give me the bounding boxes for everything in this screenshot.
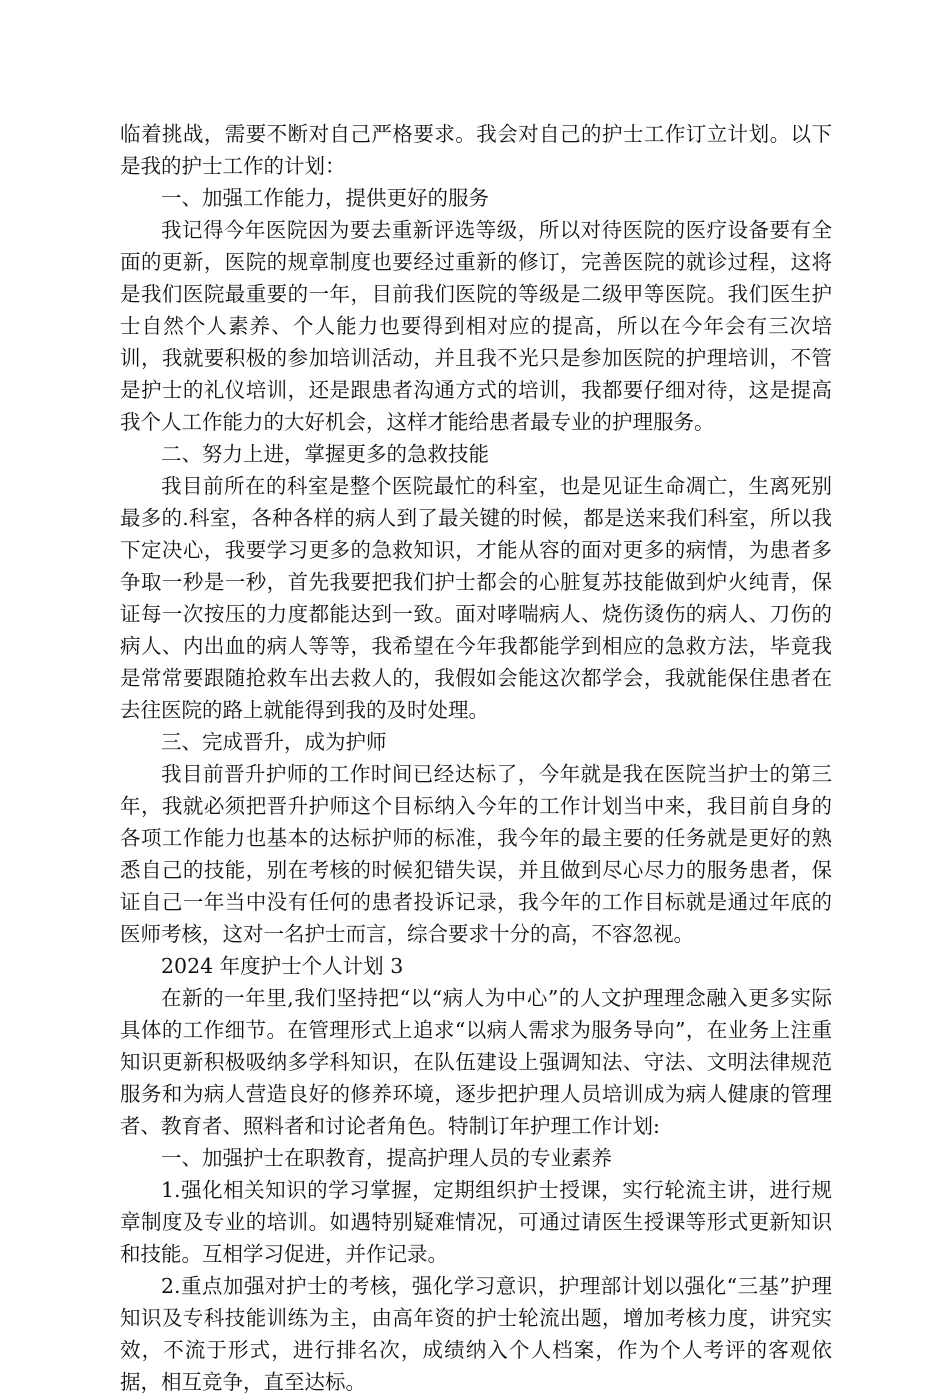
list-item-knowledge-training: 1.强化相关知识的学习掌握，定期组织护士授课，实行轮流主讲，进行规章制度及专业的培训。如遇特别疑难情况，可通过请医生授课等形式更新知识和技能。互相学习促进，并作记录。: [120, 1178, 832, 1266]
intro-continuation-paragraph: 临着挑战，需要不断对自己严格要求。我会对自己的护士工作订立计划。以下是我的护士工作的计划：: [120, 122, 832, 178]
paragraph-new-year-intro: 在新的一年里,我们坚持把“以“病人为中心”的人文护理理念融入更多实际具体的工作细节。在管理形式上追求“以病人需求为服务导向”，在业务上注重知识更新积极吸纳多学科知识，在队伍建设上强调知法、守法、文明法律规范服务和为病人营造良好的修养环境，逐步把护理人员培训成为病人健康的管理者、教育者、照料者和讨论者角色。特制订年护理工作计划:: [120, 986, 832, 1138]
document-body: [120, 118, 832, 1398]
paragraph-work-ability: 我记得今年医院因为要去重新评选等级，所以对待医院的医疗设备要有全面的更新，医院的规章制度也要经过重新的修订，完善医院的就诊过程，这将是我们医院最重要的一年，目前我们医院的等级是二级甲等医院。我们医生护士自然个人素养、个人能力也要得到相对应的提高，所以在今年会有三次培训，我就要积极的参加培训活动，并且我不光只是参加医院的护理培训，不管是护士的礼仪培训，还是跟患者沟通方式的培训，我都要仔细对待，这是提高我个人工作能力的大好机会，这样才能给患者最专业的护理服务。: [120, 218, 832, 434]
section-heading-in-service-education: 一、加强护士在职教育，提高护理人员的专业素养: [161, 1146, 612, 1170]
plan-title: 2024 年度护士个人计划 3: [161, 954, 404, 978]
section-heading-promotion: 三、完成晋升，成为护师: [161, 730, 387, 754]
paragraph-promotion: 我目前晋升护师的工作时间已经达标了，今年就是我在医院当护士的第三年，我就必须把晋升护师这个目标纳入今年的工作计划当中来，我目前自身的各项工作能力也基本的达标护师的标准，我今年的最主要的任务就是更好的熟悉自己的技能，别在考核的时候犯错失误，并且做到尽心尽力的服务患者，保证自己一年当中没有任何的患者投诉记录，我今年的工作目标就是通过年底的医师考核，这对一名护士而言，综合要求十分的高，不容忽视。: [120, 762, 832, 946]
section-heading-emergency-skills: 二、努力上进，掌握更多的急救技能: [161, 442, 489, 466]
paragraph-emergency-skills: 我目前所在的科室是整个医院最忙的科室，也是见证生命凋亡，生离死别最多的.科室，各种各样的病人到了最关键的时候，都是送来我们科室，所以我下定决心，我要学习更多的急救知识，才能从容的面对更多的病情，为患者多争取一秒是一秒，首先我要把我们护士都会的心脏复苏技能做到炉火纯青，保证每一次按压的力度都能达到一致。面对哮喘病人、烧伤烫伤的病人、刀伤的病人、内出血的病人等等，我希望在今年我都能学到相应的急救方法，毕竟我是常常要跟随抢救车出去救人的，我假如会能这次都学会，我就能保住患者在去往医院的路上就能得到我的及时处理。: [120, 474, 832, 722]
section-heading-work-ability: 一、加强工作能力，提供更好的服务: [161, 186, 489, 210]
list-item-nurse-assessment: 2.重点加强对护士的考核，强化学习意识，护理部计划以强化“三基”护理知识及专科技能训练为主，由高年资的护士轮流出题，增加考核力度，讲究实效，不流于形式，进行排名次，成绩纳入个人档案，作为个人考评的客观依据，相互竞争，直至达标。: [120, 1274, 832, 1394]
